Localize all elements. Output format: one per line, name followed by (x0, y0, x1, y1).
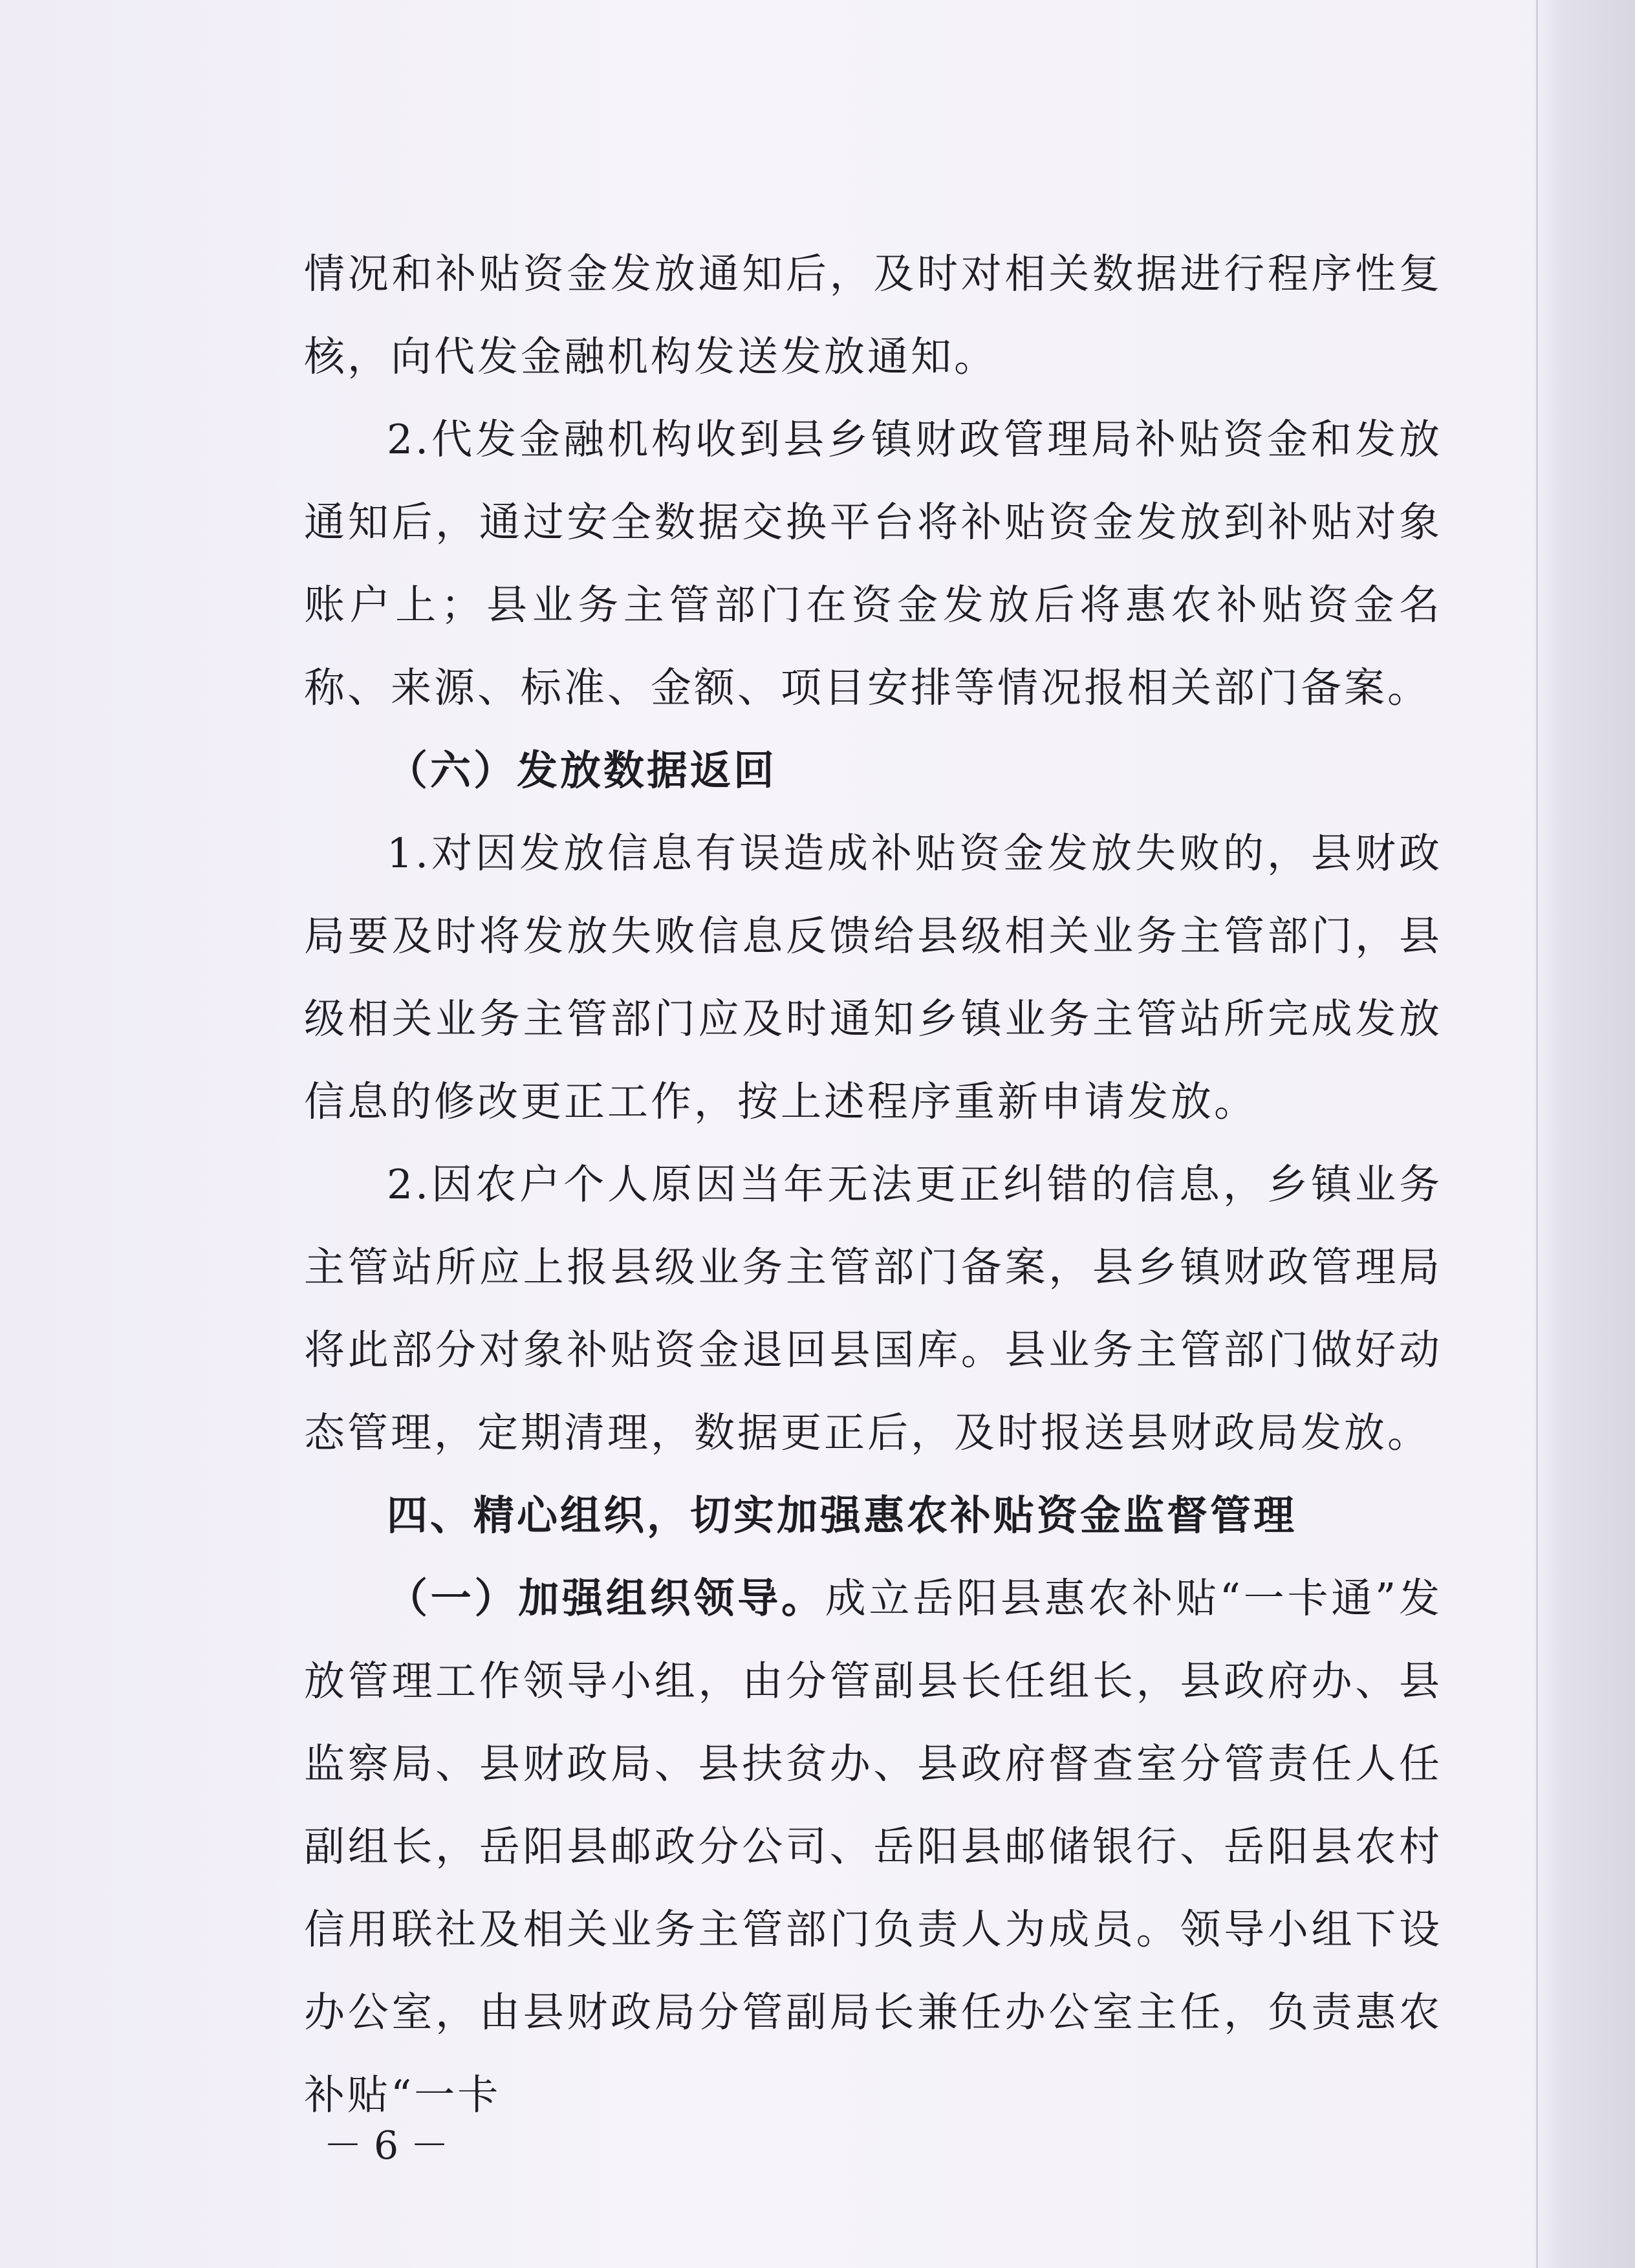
page-edge-line (1536, 0, 1538, 2268)
page-number: －6－ (323, 2123, 461, 2168)
paragraph-5 (304, 1557, 1442, 2137)
section-heading-6: （六）发放数据返回 (387, 747, 777, 794)
paragraph-4: 2.因农户个人原因当年无法更正纠错的信息，乡镇业务主管站所应上报县级业务主管部门备案，县乡镇财政管理局将此部分对象补贴资金退回县国库。县业务主管部门做好动态管理，定期清理，数据更正后，及时报送县财政局发放。 (304, 1161, 1442, 1456)
paragraph-2: 2.代发金融机构收到县乡镇财政管理局补贴资金和发放通知后，通过安全数据交换平台将补贴资金发放到补贴对象账户上；县业务主管部门在资金发放后将惠农补贴资金名称、来源、标准、金额、项目安排等情况报相关部门备案。 (304, 416, 1442, 711)
page-edge-shadow (1532, 0, 1635, 2268)
paragraph-3: 1.对因发放信息有误造成补贴资金发放失败的，县财政局要及时将发放失败信息反馈给县级相关业务主管部门，县级相关业务主管部门应及时通知乡镇业务主管站所完成发放信息的修改更正工作，按上述程序重新申请发放。 (304, 830, 1442, 1125)
document-body (304, 233, 1442, 2137)
paragraph-5-lead: （一）加强组织领导。 (387, 1575, 825, 1622)
paragraph-1: 情况和补贴资金发放通知后，及时对相关数据进行程序性复核，向代发金融机构发送发放通知。 (304, 250, 1442, 380)
paragraph-5-text: 成立岳阳县惠农补贴“一卡通”发放管理工作领导小组，由分管副县长任组长，县政府办、县监察局、县财政局、县扶贫办、县政府督查室分管责任人任副组长，岳阳县邮政分公司、岳阳县邮储银行、岳阳县农村信用联社及相关业务主管部门负责人为成员。领导小组下设办公室，由县财政局分管副局长兼任办公室主任，负责惠农补贴“一卡 (304, 1575, 1443, 2119)
section-heading-4: 四、精心组织，切实加强惠农补贴资金监督管理 (387, 1492, 1297, 1539)
